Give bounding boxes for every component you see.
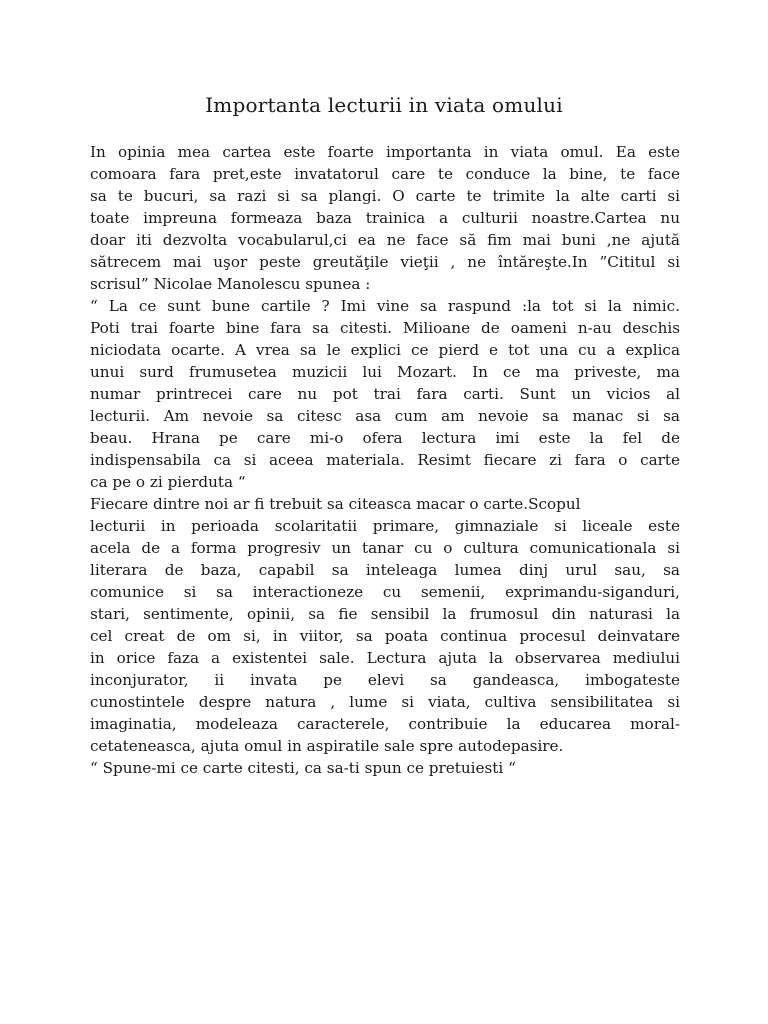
text-line: inconjurator, ii invata pe elevi sa gandeasca, imbogateste xyxy=(90,671,680,689)
text-line: Fiecare dintre noi ar fi trebuit sa citeasca macar o carte.Scopul xyxy=(90,495,581,513)
text-line: toate impreuna formeaza baza trainica a culturii noastre.Cartea nu xyxy=(90,209,680,227)
text-line: “ Spune-mi ce carte citesti, ca sa-ti spun ce pretuiesti “ xyxy=(90,759,516,777)
document-body xyxy=(90,141,680,779)
text-line: doar iti dezvolta vocabularul,ci ea ne face să fim mai buni ,ne ajută xyxy=(90,231,680,249)
text-line: lecturii in perioada scolaritatii primare, gimnaziale si liceale este xyxy=(90,517,680,535)
text-line: scrisul” Nicolae Manolescu spunea : xyxy=(90,275,371,293)
text-line: beau. Hrana pe care mi-o ofera lectura imi este la fel de xyxy=(90,429,680,447)
text-line: comoara fara pret,este invatatorul care te conduce la bine, te face xyxy=(90,165,680,183)
text-line: cel creat de om si, in viitor, sa poata continua procesul deinvatare xyxy=(90,627,680,645)
text-line: unui surd frumusetea muzicii lui Mozart. In ce ma priveste, ma xyxy=(90,363,680,381)
text-line: stari, sentimente, opinii, sa fie sensibil la frumosul din naturasi la xyxy=(90,605,680,623)
text-line: In opinia mea cartea este foarte importanta in viata omul. Ea este xyxy=(90,143,680,161)
text-line: “ La ce sunt bune cartile ? Imi vine sa raspund :la tot si la nimic. xyxy=(90,297,680,315)
text-line: numar printrecei care nu pot trai fara carti. Sunt un vicios al xyxy=(90,385,680,403)
text-line: in orice faza a existentei sale. Lectura ajuta la observarea mediului xyxy=(90,649,680,667)
text-line: niciodata ocarte. A vrea sa le explici ce pierd e tot una cu a explica xyxy=(90,341,680,359)
text-line: literara de baza, capabil sa inteleaga lumea dinj urul sau, sa xyxy=(90,561,680,579)
text-line: sa te bucuri, sa razi si sa plangi. O carte te trimite la alte carti si xyxy=(90,187,680,205)
text-line: ca pe o zi pierduta “ xyxy=(90,473,246,491)
text-line: lecturii. Am nevoie sa citesc asa cum am nevoie sa manac si sa xyxy=(90,407,680,425)
text-line: cunostintele despre natura , lume si viata, cultiva sensibilitatea si xyxy=(90,693,680,711)
document-title: Importanta lecturii in viata omului xyxy=(205,93,563,117)
text-line: cetateneasca, ajuta omul in aspiratile sale spre autodepasire. xyxy=(90,737,564,755)
text-line: indispensabila ca si aceea materiala. Resimt fiecare zi fara o carte xyxy=(90,451,680,469)
text-line: Poti trai foarte bine fara sa citesti. Milioane de oameni n-au deschis xyxy=(90,319,680,337)
text-line: comunice si sa interactioneze cu semenii, exprimandu-siganduri, xyxy=(90,583,680,601)
text-line: sătrecem mai uşor peste greutăţile vieţii , ne întăreşte.In ”Cititul si xyxy=(90,253,680,271)
text-line: acela de a forma progresiv un tanar cu o cultura comunicationala si xyxy=(90,539,680,557)
text-line: imaginatia, modeleaza caracterele, contribuie la educarea moral- xyxy=(90,715,680,733)
